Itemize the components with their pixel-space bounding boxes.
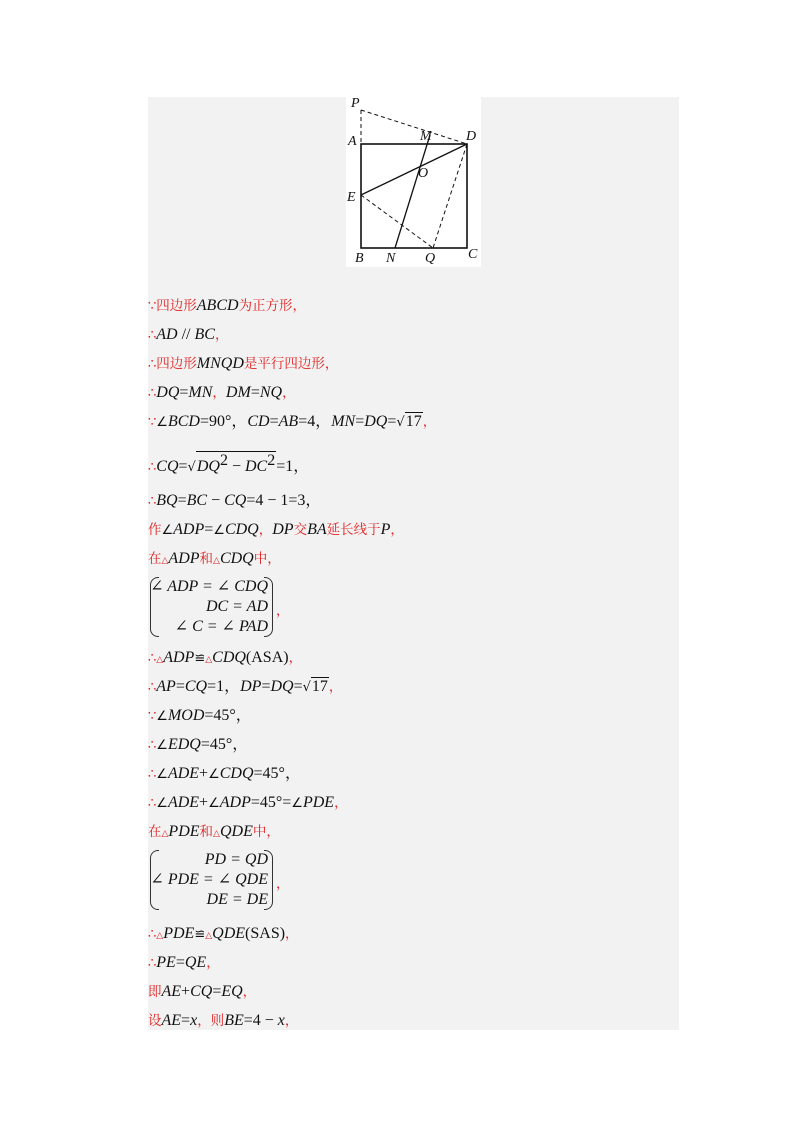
math: =4 − [243, 1012, 278, 1029]
because-symbol: ∵ [148, 299, 157, 314]
math: DQ [156, 384, 180, 401]
equation-system-2 [148, 850, 308, 912]
math: = [175, 954, 185, 971]
math: MNQD [196, 355, 244, 372]
angle-symbol: ∠ [291, 796, 303, 811]
math: DM [225, 384, 251, 401]
math: =45°， [204, 707, 252, 724]
square-diagram [346, 97, 481, 267]
math: x [277, 1012, 285, 1029]
congruent-symbol: ≌ [194, 651, 206, 666]
system-row: ∠ ADP = ∠ CDQ [150, 578, 268, 595]
text: 延长线于 [326, 522, 381, 538]
math: + [199, 794, 209, 811]
math: BCD [167, 413, 200, 430]
therefore-symbol: ∴ [148, 738, 157, 753]
text: 设 [148, 1013, 162, 1029]
solution-line-11 [148, 675, 342, 697]
text: 和 [199, 551, 214, 567]
math: DP [272, 521, 294, 538]
math: DC [244, 458, 268, 475]
solution-line-14 [148, 762, 301, 784]
math: = [177, 492, 187, 509]
text: ， [214, 327, 229, 343]
system-row: ∠ PDE = ∠ QDE [150, 871, 268, 888]
math: CDQ [219, 765, 254, 782]
label-q: Q [425, 251, 436, 266]
math: AE [161, 1012, 182, 1029]
text: ， [284, 1013, 299, 1029]
angle-symbol: ∠ [161, 523, 174, 538]
math: =4， [298, 413, 332, 430]
math: ABCD [196, 297, 239, 314]
angle-symbol: ∠ [156, 709, 168, 724]
math: MN [331, 413, 356, 430]
angle-symbol: ∠ [208, 767, 220, 782]
sqrt-symbol: √ [396, 415, 405, 430]
math: PDE [168, 823, 200, 840]
math: BC [194, 326, 215, 343]
geometry-figure [346, 97, 481, 267]
text: ， [328, 679, 343, 695]
therefore-symbol: ∴ [148, 460, 157, 475]
math: = [204, 521, 214, 538]
therefore-symbol: ∴ [148, 680, 157, 695]
solution-line-16 [148, 820, 280, 842]
text: ， [390, 522, 404, 538]
system-row: DC = AD [205, 598, 268, 615]
math: =90°， [199, 413, 248, 430]
math: = [179, 384, 189, 401]
math: BA [307, 521, 327, 538]
math: =45°， [253, 765, 301, 782]
math: =45°， [200, 736, 249, 753]
text: 在 [148, 824, 162, 840]
triangle-symbol: △ [161, 556, 169, 566]
math: DQ [270, 678, 294, 695]
label-b: B [355, 251, 364, 266]
text: 交 [293, 522, 308, 538]
angle-symbol: ∠ [213, 523, 225, 538]
math: BQ [156, 492, 178, 509]
math: AE [161, 983, 182, 1000]
text: 四边形 [156, 298, 197, 314]
math: QDE [212, 925, 246, 942]
math: AD [156, 326, 178, 343]
text: 四边形 [156, 356, 197, 372]
triangle-symbol: △ [213, 829, 220, 839]
equation-system-1 [148, 577, 308, 639]
line-dq [433, 144, 467, 248]
therefore-symbol: ∴ [148, 927, 157, 942]
label-p: P [351, 96, 360, 111]
math: QE [184, 954, 207, 971]
solution-line-10 [148, 646, 302, 668]
math: = [212, 983, 222, 1000]
solution-line-8 [148, 518, 404, 540]
math: PDE [163, 925, 195, 942]
math: (ASA) [245, 649, 289, 666]
sqrt-symbol: √ [302, 680, 311, 695]
math: = [261, 678, 271, 695]
math: =1， [276, 458, 310, 475]
congruent-symbol: ≌ [194, 927, 206, 942]
text: ， [282, 385, 296, 401]
text: ， [212, 385, 226, 401]
angle-symbol: ∠ [156, 767, 168, 782]
label-m: M [420, 129, 432, 144]
math: = [387, 413, 397, 430]
math: ADE [167, 765, 200, 782]
label-n: N [386, 251, 396, 266]
math: = [355, 413, 365, 430]
triangle-symbol: △ [156, 931, 164, 941]
solution-line-5 [148, 410, 436, 432]
square-abcd [361, 144, 467, 248]
triangle-symbol: △ [205, 655, 213, 665]
triangle-symbol: △ [213, 556, 220, 566]
text: 即 [148, 984, 162, 1000]
triangle-symbol: △ [156, 655, 164, 665]
label-d: D [466, 129, 477, 144]
radicand [196, 451, 276, 475]
math: =45°= [250, 794, 292, 811]
text: ， [276, 603, 290, 619]
math: MOD [167, 707, 205, 724]
parallel-symbol: // [177, 326, 195, 343]
solution-line-15 [148, 791, 348, 813]
solution-line-19 [148, 980, 256, 1002]
system-row: PD = QD [204, 851, 268, 868]
line-pd [361, 110, 467, 144]
math: = [293, 678, 303, 695]
math: QDE [219, 823, 253, 840]
therefore-symbol: ∴ [148, 357, 157, 372]
solution-line-7 [148, 489, 321, 511]
solution-line-17 [148, 922, 299, 944]
math: = [175, 678, 185, 695]
solution-line-6 [148, 451, 309, 473]
math: NQ [259, 384, 283, 401]
solution-line-13 [148, 733, 248, 755]
math: CDQ [224, 521, 259, 538]
math: − [227, 458, 245, 475]
solution-line-20 [148, 1009, 298, 1031]
text: 为正方形， [238, 298, 307, 314]
math: ADP [173, 521, 205, 538]
text: 中， [253, 551, 281, 567]
math: ADE [167, 794, 200, 811]
label-e: E [347, 190, 356, 205]
text: 和 [199, 824, 214, 840]
therefore-symbol: ∴ [148, 494, 157, 509]
math: = [269, 413, 279, 430]
math: P [380, 521, 391, 538]
because-symbol: ∵ [148, 709, 157, 724]
text: ， [276, 876, 290, 892]
math: EQ [221, 983, 243, 1000]
math: DQ [364, 413, 388, 430]
triangle-symbol: △ [205, 931, 213, 941]
right-brace [264, 850, 273, 910]
label-o: O [418, 166, 429, 181]
text: ，则 [197, 1013, 225, 1029]
text: 在 [148, 551, 162, 567]
math: AP [156, 678, 176, 695]
math: CQ [184, 678, 208, 695]
math: = [250, 384, 260, 401]
solution-line-3 [148, 352, 338, 374]
angle-symbol: ∠ [208, 796, 220, 811]
exponent: 2 [219, 452, 228, 469]
solution-line-12 [148, 704, 252, 726]
therefore-symbol: ∴ [148, 328, 157, 343]
text: ， [422, 414, 437, 430]
math: 17 [311, 678, 328, 695]
solution-line-18 [148, 951, 220, 973]
math: − [207, 492, 225, 509]
math: ADP [219, 794, 251, 811]
text: ， [242, 984, 257, 1000]
label-c: C [468, 247, 478, 262]
math: = [178, 458, 188, 475]
solution-line-2 [148, 323, 228, 345]
math: 17 [405, 413, 422, 430]
solution-line-4 [148, 381, 296, 403]
line-mn [395, 135, 430, 248]
therefore-symbol: ∴ [148, 796, 157, 811]
sqrt-symbol: √ [187, 460, 196, 475]
math: (SAS) [245, 925, 286, 942]
math: EDQ [167, 736, 201, 753]
angle-symbol: ∠ [156, 796, 168, 811]
system-row: DE = DE [206, 891, 268, 908]
triangle-symbol: △ [161, 829, 169, 839]
angle-symbol: ∠ [156, 738, 168, 753]
math: BC [186, 492, 208, 509]
math: CDQ [212, 649, 246, 666]
text: ， [206, 955, 220, 971]
label-a: A [348, 134, 357, 149]
math: PE [156, 954, 176, 971]
solution-line-9 [148, 547, 281, 569]
therefore-symbol: ∴ [148, 651, 157, 666]
math: + [181, 983, 191, 1000]
math: CDQ [219, 550, 254, 567]
math: CQ [224, 492, 247, 509]
solution-panel [148, 97, 679, 1030]
text: 是平行四边形， [243, 356, 339, 372]
text: 作 [148, 522, 162, 538]
therefore-symbol: ∴ [148, 956, 157, 971]
exponent: 2 [267, 452, 276, 469]
math: x [190, 1012, 198, 1029]
text: ， [258, 522, 273, 538]
math: DP [240, 678, 262, 695]
therefore-symbol: ∴ [148, 386, 157, 401]
math: DQ [196, 458, 220, 475]
math: PDE [302, 794, 335, 811]
math: = [181, 1012, 191, 1029]
math: + [199, 765, 209, 782]
text: ， [288, 650, 303, 666]
text: ， [285, 926, 299, 942]
because-symbol: ∵ [148, 415, 157, 430]
math: CD [247, 413, 270, 430]
math: CQ [190, 983, 213, 1000]
math: BE [224, 1012, 244, 1029]
math: ADP [163, 649, 195, 666]
math: =4 − 1=3， [246, 492, 322, 509]
right-brace [264, 577, 273, 637]
therefore-symbol: ∴ [148, 767, 157, 782]
math: =1， [207, 678, 241, 695]
angle-symbol: ∠ [156, 415, 168, 430]
solution-line-1 [148, 294, 306, 316]
math: CQ [156, 458, 179, 475]
math: MN [188, 384, 213, 401]
math: ADP [168, 550, 200, 567]
text: ， [334, 795, 348, 811]
system-row: ∠ C = ∠ PAD [174, 618, 268, 635]
math: AB [278, 413, 299, 430]
text: 中， [252, 824, 280, 840]
